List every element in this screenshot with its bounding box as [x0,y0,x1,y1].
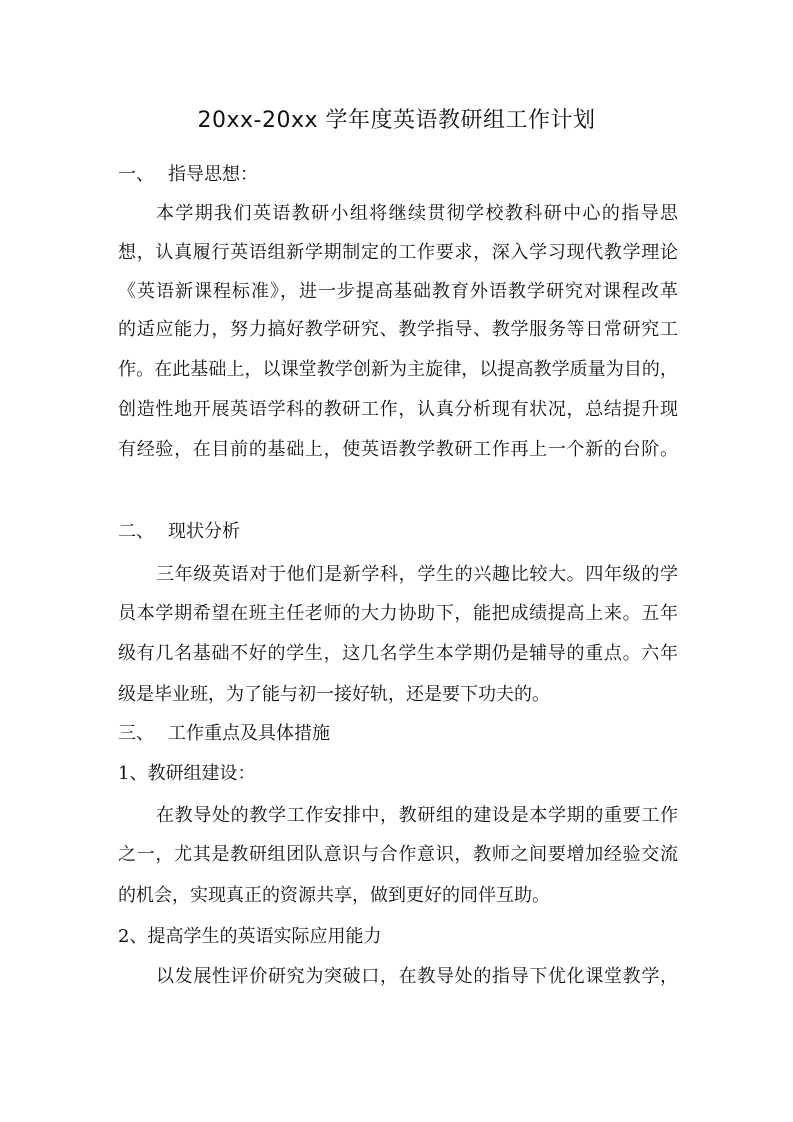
section-heading-guiding-ideology [118,163,678,187]
paragraph-line: 之一，尤其是教研组团队意识与合作意识，教师之间要增加经验交流 [118,844,678,865]
paragraph-line: 想，认真履行英语组新学期制定的工作要求，深入学习现代教学理论 [118,242,678,263]
paragraph-line: 的适应能力，努力搞好教学研究、教学指导、教学服务等日常研究工 [118,319,678,340]
section-title: 指导思想： [168,164,258,185]
paragraph-line: 的机会，实现真正的资源共享，做到更好的同伴互助。 [118,885,550,906]
paragraph-line: 以发展性评价研究为突破口，在教导处的指导下优化课堂教学， [156,966,678,987]
section-number: 一、 [118,164,154,185]
paragraph-line: 在教导处的教学工作安排中，教研组的建设是本学期的重要工作 [156,805,678,826]
paragraph-line: 作。在此基础上，以课堂教学创新为主旋律，以提高教学质量为目的， [118,359,678,380]
section-title: 工作重点及具体措施 [168,723,330,744]
paragraph-line: 级是毕业班，为了能与初一接好轨，还是要下功夫的。 [118,684,550,705]
paragraph-line: 三年级英语对于他们是新学科，学生的兴趣比较大。四年级的学 [156,564,678,585]
paragraph-line: 本学期我们英语教研小组将继续贯彻学校教科研中心的指导思 [156,203,678,224]
paragraph-line: 《英语新课程标准》，进一步提高基础教育外语教学研究对课程改革 [118,281,678,302]
section-number: 三、 [118,723,154,744]
section-heading-status-analysis [118,520,678,544]
paragraph-line: 级有几名基础不好的学生，这几名学生本学期仍是辅导的重点。六年 [118,643,678,664]
paragraph-line: 创造性地开展英语学科的教研工作，认真分析现有状况，总结提升现 [118,399,678,420]
subsection-heading-english-ability: 2、提高学生的英语实际应用能力 [118,926,382,947]
section-heading-work-focus [118,722,678,746]
paragraph-line: 有经验，在目前的基础上，使英语教学教研工作再上一个新的台阶。 [118,439,678,460]
subsection-heading-group-building: 1、教研组建设： [118,763,256,784]
document-title: 20xx-20xx 学年度英语教研组工作计划 [197,108,596,133]
section-number: 二、 [118,521,154,542]
paragraph-line: 员本学期希望在班主任老师的大力协助下，能把成绩提高上来。五年 [118,603,678,624]
section-title: 现状分析 [168,521,240,542]
